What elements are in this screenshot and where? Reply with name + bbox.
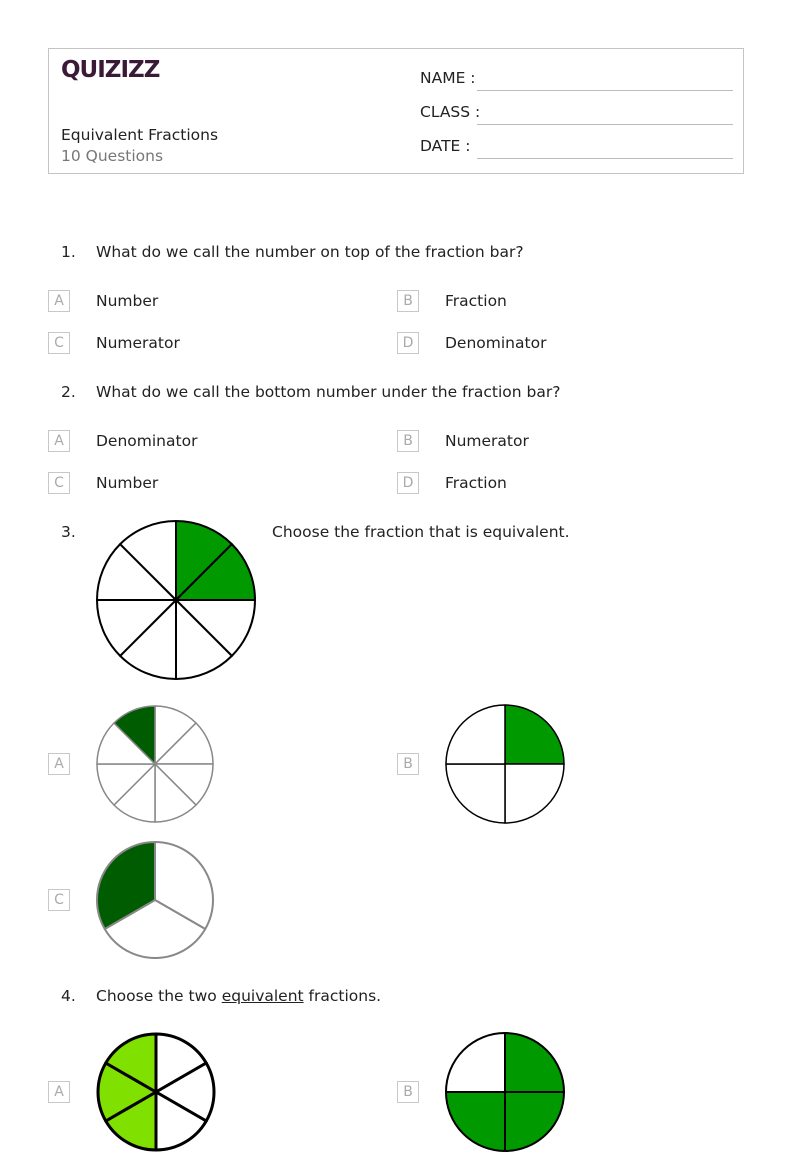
date-line xyxy=(477,157,733,159)
shaded-slice xyxy=(505,1033,564,1092)
q3-option-a-box[interactable]: A xyxy=(48,753,70,775)
q4-text-underlined: equivalent xyxy=(221,987,304,1005)
q1-option-a-text[interactable]: Number xyxy=(96,292,159,310)
q2-option-d-box[interactable]: D xyxy=(397,472,419,494)
q2-option-a-text[interactable]: Denominator xyxy=(96,432,198,450)
shaded-slice xyxy=(505,1092,564,1151)
shaded-slice xyxy=(505,705,564,764)
q3-option-c-box[interactable]: C xyxy=(48,889,70,911)
q1-option-c-box[interactable]: C xyxy=(48,332,70,354)
question-count: 10 Questions xyxy=(61,147,164,165)
unshaded-slice xyxy=(446,705,505,764)
q4-option-a-box[interactable]: A xyxy=(48,1081,70,1103)
unshaded-slice xyxy=(505,764,564,823)
q2-text: What do we call the bottom number under the fraction bar? xyxy=(96,383,561,401)
q1-option-b-box[interactable]: B xyxy=(397,290,419,312)
q1-option-d-box[interactable]: D xyxy=(397,332,419,354)
q2-number: 2. xyxy=(61,383,76,401)
shaded-slice xyxy=(446,1092,505,1151)
unshaded-slice xyxy=(446,764,505,823)
quizizz-logo: QUIZIZZ xyxy=(61,57,160,83)
q3-text: Choose the fraction that is equivalent. xyxy=(272,523,570,541)
q3-number: 3. xyxy=(61,523,76,541)
q1-number: 1. xyxy=(61,243,76,261)
q3-option-c-fraction-circle[interactable] xyxy=(96,841,214,959)
unshaded-slice xyxy=(446,1033,505,1092)
q1-option-d-text[interactable]: Denominator xyxy=(445,334,547,352)
q3-prompt-fraction-circle xyxy=(96,520,256,680)
q4-text xyxy=(96,987,381,1005)
q4-text-after: fractions. xyxy=(303,987,382,1005)
q1-option-a-box[interactable]: A xyxy=(48,290,70,312)
class-label: CLASS : xyxy=(420,103,481,121)
q2-option-c-box[interactable]: C xyxy=(48,472,70,494)
q4-text-before: Choose the two xyxy=(96,987,222,1005)
name-label: NAME : xyxy=(420,69,476,87)
date-label: DATE : xyxy=(420,137,471,155)
q2-option-a-box[interactable]: A xyxy=(48,430,70,452)
q4-number: 4. xyxy=(61,987,76,1005)
class-line xyxy=(477,123,733,125)
q2-option-b-box[interactable]: B xyxy=(397,430,419,452)
q1-option-b-text[interactable]: Fraction xyxy=(445,292,507,310)
q2-option-c-text[interactable]: Number xyxy=(96,474,159,492)
q3-option-b-box[interactable]: B xyxy=(397,753,419,775)
q4-option-b-fraction-circle[interactable] xyxy=(445,1032,565,1152)
worksheet-title: Equivalent Fractions xyxy=(61,126,219,144)
q3-option-a-fraction-circle[interactable] xyxy=(96,705,214,823)
q2-option-d-text[interactable]: Fraction xyxy=(445,474,507,492)
q1-text: What do we call the number on top of the fraction bar? xyxy=(96,243,524,261)
q2-option-b-text[interactable]: Numerator xyxy=(445,432,529,450)
q1-option-c-text[interactable]: Numerator xyxy=(96,334,180,352)
q4-option-b-box[interactable]: B xyxy=(397,1081,419,1103)
name-line xyxy=(477,89,733,91)
worksheet-header xyxy=(48,48,744,174)
q3-option-b-fraction-circle[interactable] xyxy=(445,705,565,825)
q4-option-a-fraction-circle[interactable] xyxy=(96,1032,216,1152)
